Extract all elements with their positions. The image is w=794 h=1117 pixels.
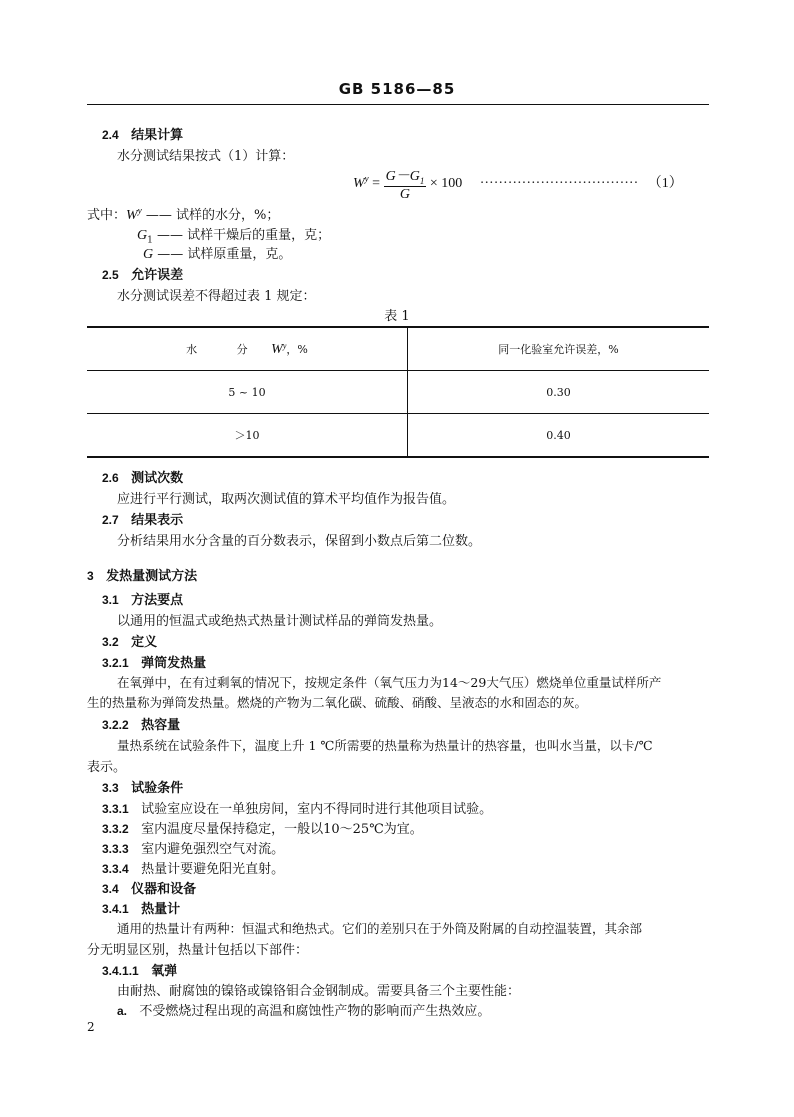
where-text-2: —— 试样干燥后的重量，克； <box>157 228 331 243</box>
section-3-4-1-line-1: 通用的热量计有两种：恒温式和绝热式。它们的差别只在于外筒及附属的自动控温装置，其余部 <box>117 921 643 936</box>
header-rule <box>87 104 709 105</box>
section-3-3-4 <box>102 858 284 877</box>
where-sym-2-sub: 1 <box>147 235 153 246</box>
table-header-row <box>87 327 709 371</box>
list-item-label: a. <box>117 1004 128 1018</box>
table-row <box>87 414 709 458</box>
section-text: 热量计要避免阳光直射。 <box>141 862 285 877</box>
standard-number-header: GB 5186—85 <box>338 80 456 98</box>
section-title: 试验条件 <box>131 781 184 796</box>
table-cell-range: 5 ~ 10 <box>87 371 408 414</box>
header-moisture-unit: ，% <box>286 342 308 356</box>
section-number: 3.3.4 <box>102 862 129 876</box>
section-2-6-heading <box>102 467 183 486</box>
formula-eq: = <box>372 176 381 192</box>
section-number: 3.2 <box>102 635 119 649</box>
formula-denominator: G <box>399 186 410 202</box>
section-number: 3.3.1 <box>102 802 129 816</box>
section-number: 3.1 <box>102 593 119 607</box>
formula-lhs-sup: y <box>364 173 369 184</box>
section-3-4-1-1-line-1: 由耐热、耐腐蚀的镍铬或镍铬钼合金钢制成。需要具备三个主要性能： <box>117 984 521 999</box>
section-number: 3.3 <box>102 781 119 795</box>
section-title: 氧弹 <box>151 964 178 979</box>
formula-number: （1） <box>647 176 683 192</box>
section-3-3-heading <box>102 777 183 796</box>
page-number: 2 <box>87 1020 95 1034</box>
section-title: 定义 <box>131 635 158 650</box>
where-sym-1-sup: y <box>137 205 142 216</box>
section-number: 3 <box>87 569 94 583</box>
moisture-formula <box>353 165 683 203</box>
list-item-a <box>117 1000 490 1019</box>
formula-lhs: W <box>353 176 365 192</box>
section-title: 结果计算 <box>131 128 184 143</box>
header-moisture-char-1: 水 <box>186 342 198 356</box>
section-text: 室内温度尽量保持稳定，一般以10～25℃为宜。 <box>141 822 423 837</box>
section-title: 测试次数 <box>131 471 184 486</box>
section-2-4-text: 水分测试结果按式（1）计算： <box>117 149 295 164</box>
where-row-3 <box>143 243 291 263</box>
header-moisture-symbol-sup: y <box>282 340 287 350</box>
where-intro: 式中： <box>87 208 127 223</box>
header-moisture-char-2: 分 <box>236 342 248 356</box>
section-number: 3.4.1 <box>102 902 129 916</box>
section-3-4-1-line-2: 分无明显区别，热量计包括以下部件： <box>87 943 309 958</box>
section-2-7-heading <box>102 509 183 528</box>
section-3-2-2-heading <box>102 714 180 733</box>
section-3-3-1 <box>102 798 492 817</box>
table-cell-value: 0.40 <box>408 414 710 458</box>
section-text: 试验室应设在一单独房间，室内不得同时进行其他项目试验。 <box>141 802 493 817</box>
section-number: 3.2.1 <box>102 656 129 670</box>
section-3-2-1-heading <box>102 652 206 671</box>
section-3-4-1-heading <box>102 898 180 917</box>
section-3-2-2-line-2: 表示。 <box>87 760 127 775</box>
where-sym-2: G <box>137 228 148 243</box>
table-1-caption: 表 1 <box>384 309 410 324</box>
where-sym-1: W <box>126 208 138 223</box>
header-moisture-symbol: W <box>271 341 283 357</box>
section-title: 仪器和设备 <box>131 882 197 897</box>
section-3-2-2-line-1: 量热系统在试验条件下，温度上升 1 ℃所需要的热量称为热量计的热容量，也叫水当量，以卡/℃ <box>117 738 653 753</box>
section-3-1-text: 以通用的恒温式或绝热式热量计测试样品的弹筒发热量。 <box>117 614 443 629</box>
formula-num-sub: 1 <box>419 175 425 186</box>
section-3-3-2 <box>102 818 423 837</box>
table-1 <box>87 326 709 458</box>
section-3-2-heading <box>102 631 157 650</box>
where-text-3: —— 试样原重量，克。 <box>157 247 292 262</box>
table-cell-range: ＞10 <box>87 414 408 458</box>
formula-times: × 100 <box>429 176 463 192</box>
section-title: 方法要点 <box>131 593 184 608</box>
section-3-4-heading <box>102 878 196 897</box>
section-title: 发热量测试方法 <box>106 569 198 584</box>
where-row-1 <box>87 204 279 224</box>
section-3-heading <box>87 565 197 584</box>
section-2-5-text: 水分测试误差不得超过表 1 规定： <box>117 289 316 304</box>
section-number: 2.5 <box>102 268 119 282</box>
header-cell-tolerance: 同一化验室允许误差，% <box>408 327 710 371</box>
section-number: 3.2.2 <box>102 718 129 732</box>
section-2-6-text: 应进行平行测试，取两次测试值的算术平均值作为报告值。 <box>117 492 456 507</box>
section-2-5-heading <box>102 264 183 283</box>
section-3-4-1-1-heading <box>102 960 177 979</box>
header-cell-moisture <box>87 327 408 371</box>
where-text-1: —— 试样的水分，%； <box>145 208 280 223</box>
formula-num-text: G－G <box>385 169 420 184</box>
where-sym-3: G <box>143 247 154 262</box>
section-2-4-heading <box>102 124 183 143</box>
section-title: 热量计 <box>141 902 181 917</box>
section-number: 3.3.2 <box>102 822 129 836</box>
formula-dots: ·································· <box>479 176 639 192</box>
section-3-3-3 <box>102 838 284 857</box>
section-text: 室内避免强烈空气对流。 <box>141 842 285 857</box>
section-title: 热容量 <box>141 718 181 733</box>
section-3-2-1-line-2: 生的热量称为弹筒发热量。燃烧的产物为二氧化碳、硫酸、硝酸、呈液态的水和固态的灰。 <box>87 695 588 710</box>
section-2-7-text: 分析结果用水分含量的百分数表示，保留到小数点后第二位数。 <box>117 534 482 549</box>
section-number: 2.6 <box>102 471 119 485</box>
section-number: 2.4 <box>102 128 119 142</box>
section-number: 2.7 <box>102 513 119 527</box>
section-title: 允许误差 <box>131 268 184 283</box>
table-cell-value: 0.30 <box>408 371 710 414</box>
section-number: 3.4 <box>102 882 119 896</box>
section-3-1-heading <box>102 589 183 608</box>
section-number: 3.4.1.1 <box>102 964 139 978</box>
section-number: 3.3.3 <box>102 842 129 856</box>
formula-numerator <box>384 165 427 187</box>
section-3-2-1-line-1: 在氧弹中，在有过剩氧的情况下，按规定条件（氧气压力为14～29大气压）燃烧单位重量试样所产 <box>117 675 662 690</box>
table-row <box>87 371 709 414</box>
section-title: 结果表示 <box>131 513 184 528</box>
formula-fraction <box>384 165 427 203</box>
list-item-text: 不受燃烧过程出现的高温和腐蚀性产物的影响而产生热效应。 <box>139 1004 491 1019</box>
section-title: 弹筒发热量 <box>141 656 207 671</box>
